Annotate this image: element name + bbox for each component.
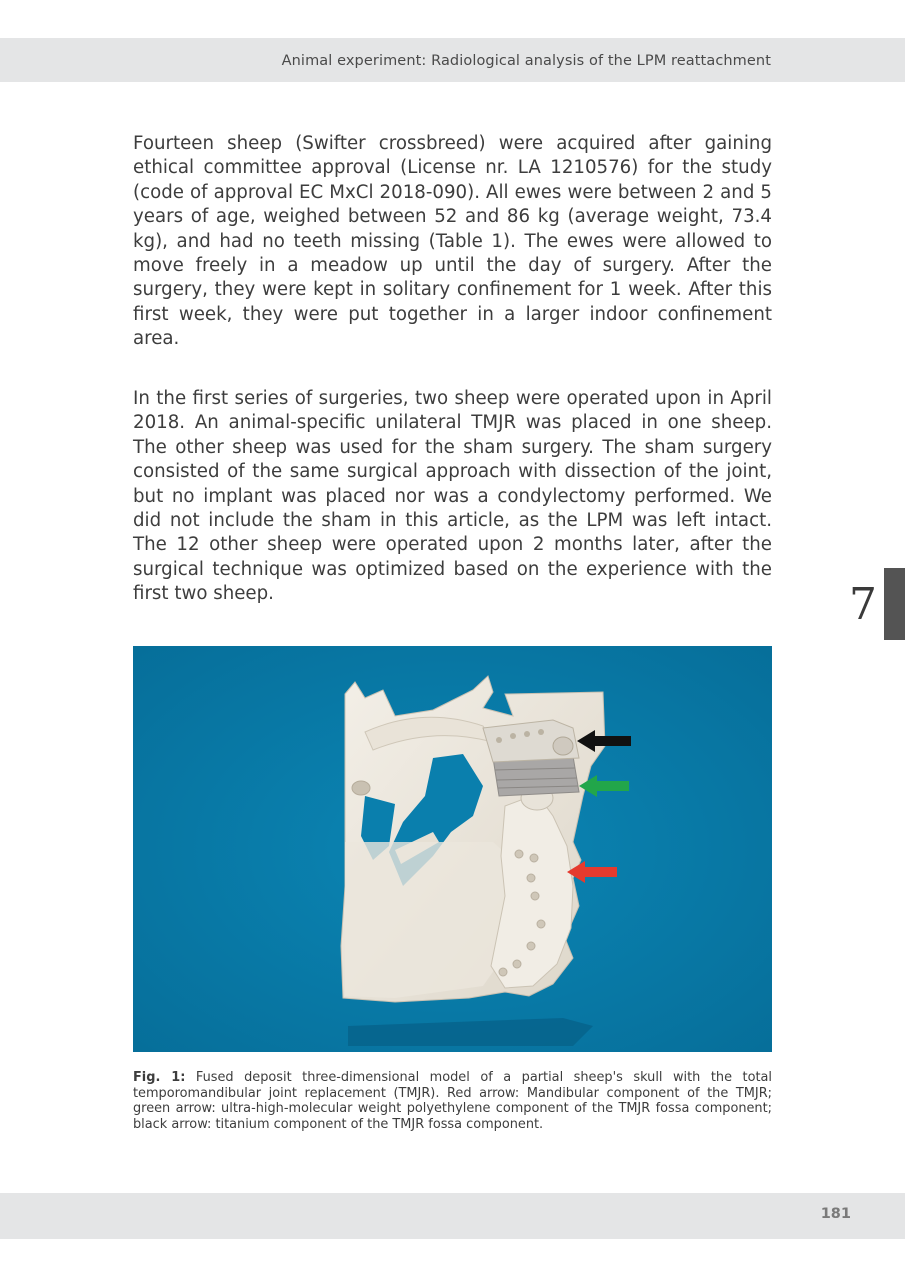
body-paragraph-1: Fourteen sheep (Swifter crossbreed) were acquired after gaining ethical committee approval (License nr. LA 1210576) for the study (code of approval EC MxCl 2018-090). All ewes were between 2 and 5 years of age, weighed between 52 and 86 kg (average weight, 73.4 kg), and had no teeth missing (Table 1). The ewes were allowed to move freely in a meadow up until the day of surgery. After the surgery, they were kept in solitary confinement for 1 week. After this first week, they were put together in a larger indoor confinement area. xyxy=(133,133,772,350)
footer-band xyxy=(0,1193,905,1239)
chapter-number: 7 xyxy=(849,579,877,630)
caption-text: Fused deposit three-dimensional model of a partial sheep's skull with the total temporomandibular joint replacement (TMJR). Red arrow: Mandibular component of the TMJR; green arrow: ultra-high-molecular weight polyethylene component of the TMJR fossa component; black arrow: titanium component of the TMJR fossa component. xyxy=(133,1070,772,1132)
fossa-uhmwpe-component xyxy=(493,756,579,796)
body-paragraph-2: In the first series of surgeries, two sheep were operated upon in April 2018. An animal-specific unilateral TMJR was placed in one sheep. The other sheep was used for the sham surgery. The sham surgery consisted of the same surgical approach with dissection of the joint, but no implant was placed nor was a condylectomy performed. We did not include the sham in this article, as the LPM was left intact. The 12 other sheep were operated upon 2 months later, after the surgical technique was optimized based on the experience with the first two sheep. xyxy=(133,388,772,605)
skull-model-illustration xyxy=(133,646,772,1052)
running-header: Animal experiment: Radiological analysis of the LPM reattachment xyxy=(281,53,771,69)
figure-label: Fig. 1: xyxy=(133,1070,186,1085)
figure-photo xyxy=(133,646,772,1052)
fossa-titanium-component xyxy=(483,720,579,762)
figure-caption xyxy=(133,1070,772,1132)
chapter-tab xyxy=(884,568,905,640)
page-number: 181 xyxy=(820,1206,851,1222)
